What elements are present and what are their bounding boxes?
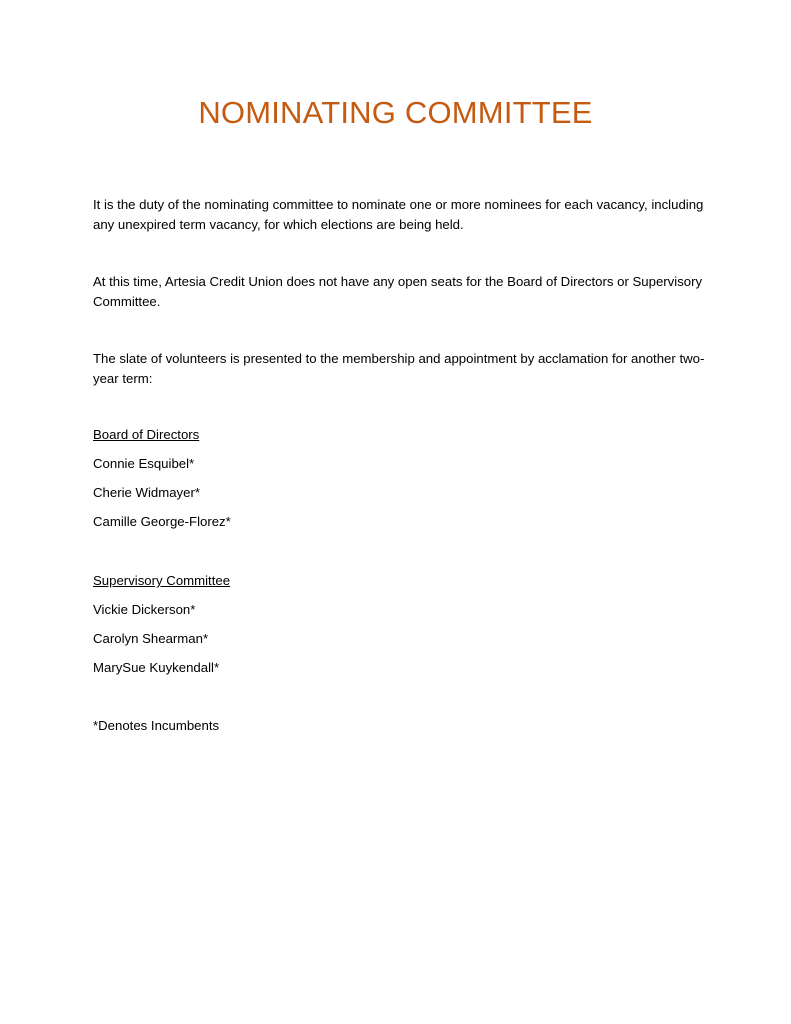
supervisory-member: Vickie Dickerson* — [93, 602, 196, 617]
paragraph-open-seats: At this time, Artesia Credit Union does not have any open seats for the Board of Directors or Supervisory Committee. — [93, 274, 703, 309]
supervisory-member: MarySue Kuykendall* — [93, 660, 220, 675]
supervisory-member: Carolyn Shearman* — [93, 631, 209, 646]
incumbents-footnote: *Denotes Incumbents — [93, 718, 220, 733]
board-member: Cherie Widmayer* — [93, 485, 200, 500]
supervisory-committee-heading: Supervisory Committee — [93, 573, 231, 588]
page-title: NOMINATING COMMITTEE — [198, 95, 593, 130]
board-member: Camille George-Florez* — [93, 514, 231, 529]
board-of-directors-heading: Board of Directors — [93, 427, 200, 442]
board-member: Connie Esquibel* — [93, 456, 195, 471]
paragraph-slate: The slate of volunteers is presented to the membership and appointment by acclamation for another two-year term: — [93, 351, 705, 386]
paragraph-duty: It is the duty of the nominating committee to nominate one or more nominees for each vacancy, including any unexpired term vacancy, for which elections are being held. — [93, 197, 704, 232]
